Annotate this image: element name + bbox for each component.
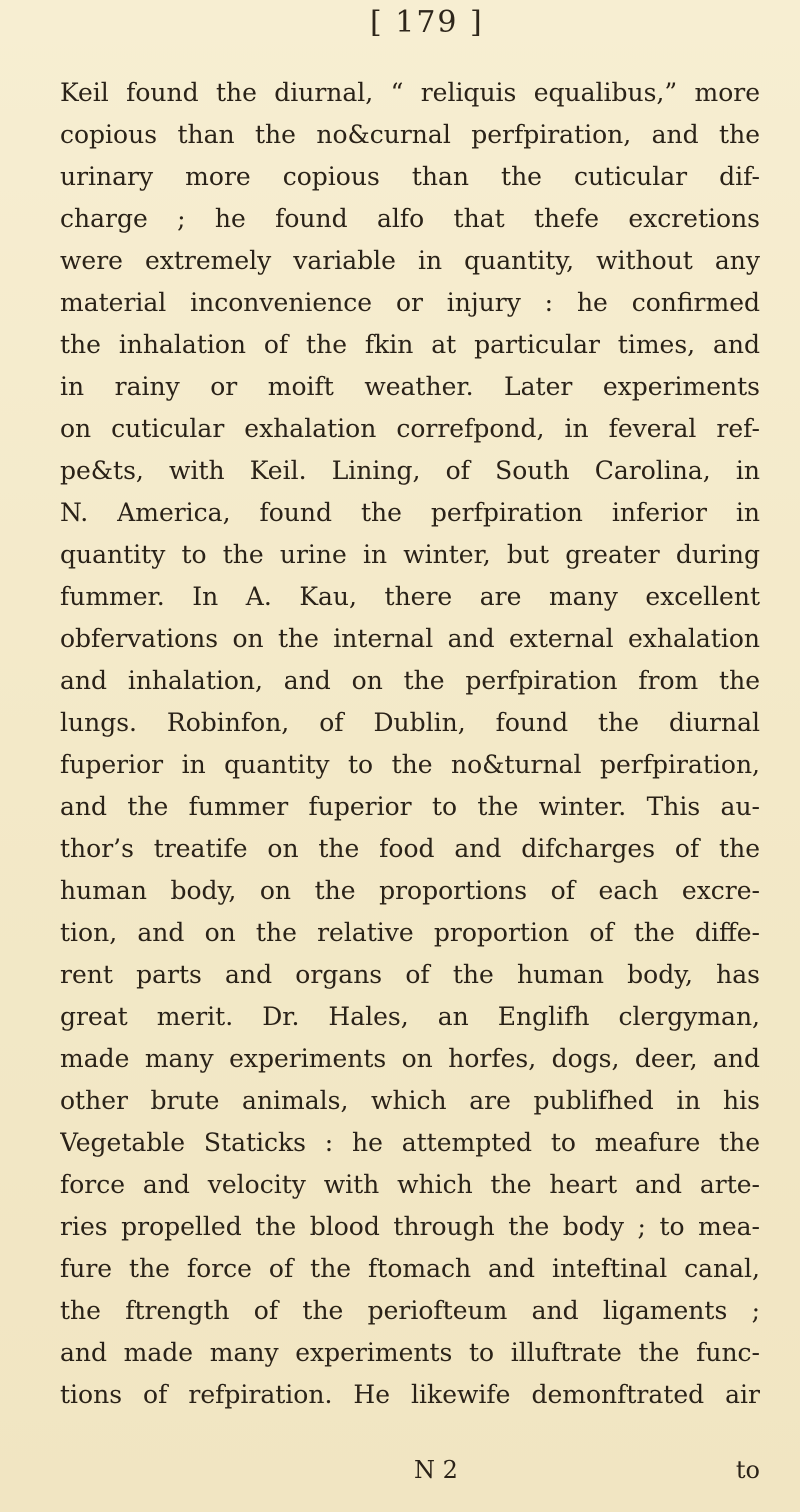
- text-line: the ftrength of the periofteum and ligaments ;: [60, 1296, 760, 1325]
- text-line: N. America, found the perfpiration inferior in: [60, 498, 760, 527]
- text-line: on cuticular exhalation correfpond, in feveral ref-: [60, 414, 760, 443]
- text-line: rent parts and organs of the human body, has: [60, 960, 760, 989]
- body-text: [60, 72, 760, 1416]
- text-line: other brute animals, which are publifhed in his: [60, 1086, 760, 1115]
- text-line: and made many experiments to illuftrate the func-: [60, 1338, 760, 1367]
- text-line: fummer. In A. Kau, there are many excellent: [60, 582, 760, 611]
- text-line: urinary more copious than the cuticular dif-: [60, 162, 760, 191]
- text-line: pe&ts, with Keil. Lining, of South Carolina, in: [60, 456, 760, 485]
- page-number-header: [ 179 ]: [370, 5, 484, 40]
- text-line: ries propelled the blood through the body ; to mea-: [60, 1212, 760, 1241]
- text-line: material inconvenience or injury : he confirmed: [60, 288, 760, 317]
- text-line: obfervations on the internal and external exhalation: [60, 624, 760, 653]
- text-line: and the fummer fuperior to the winter. This au-: [60, 792, 760, 821]
- text-line: and inhalation, and on the perfpiration from the: [60, 666, 760, 695]
- text-line: Vegetable Staticks : he attempted to meafure the: [60, 1128, 760, 1157]
- text-line: quantity to the urine in winter, but greater during: [60, 540, 760, 569]
- text-line: in rainy or moift weather. Later experiments: [60, 372, 760, 401]
- text-line: thor’s treatife on the food and difcharges of the: [60, 834, 760, 863]
- text-line: tions of refpiration. He likewife demonftrated air: [60, 1380, 760, 1409]
- text-line: force and velocity with which the heart and arte-: [60, 1170, 760, 1199]
- text-line: tion, and on the relative proportion of the diffe-: [60, 918, 760, 947]
- text-line: great merit. Dr. Hales, an Englifh clergyman,: [60, 1002, 760, 1031]
- text-line: human body, on the proportions of each excre-: [60, 876, 760, 905]
- text-line: Keil found the diurnal, “ reliquis equalibus,” more: [60, 78, 760, 107]
- text-line: the inhalation of the fkin at particular times, and: [60, 330, 760, 359]
- text-line: copious than the no&curnal perfpiration, and the: [60, 120, 760, 149]
- text-line: lungs. Robinfon, of Dublin, found the diurnal: [60, 708, 760, 737]
- text-line: fuperior in quantity to the no&turnal perfpiration,: [60, 750, 760, 779]
- text-line: fure the force of the ftomach and inteftinal canal,: [60, 1254, 760, 1283]
- catchword: to: [735, 1456, 760, 1484]
- text-line: charge ; he found alfo that thefe excretions: [60, 204, 760, 233]
- text-line: were extremely variable in quantity, without any: [60, 246, 760, 275]
- signature-mark: N 2: [414, 1456, 458, 1484]
- page-footer: [60, 1452, 760, 1488]
- text-line: made many experiments on horfes, dogs, deer, and: [60, 1044, 760, 1073]
